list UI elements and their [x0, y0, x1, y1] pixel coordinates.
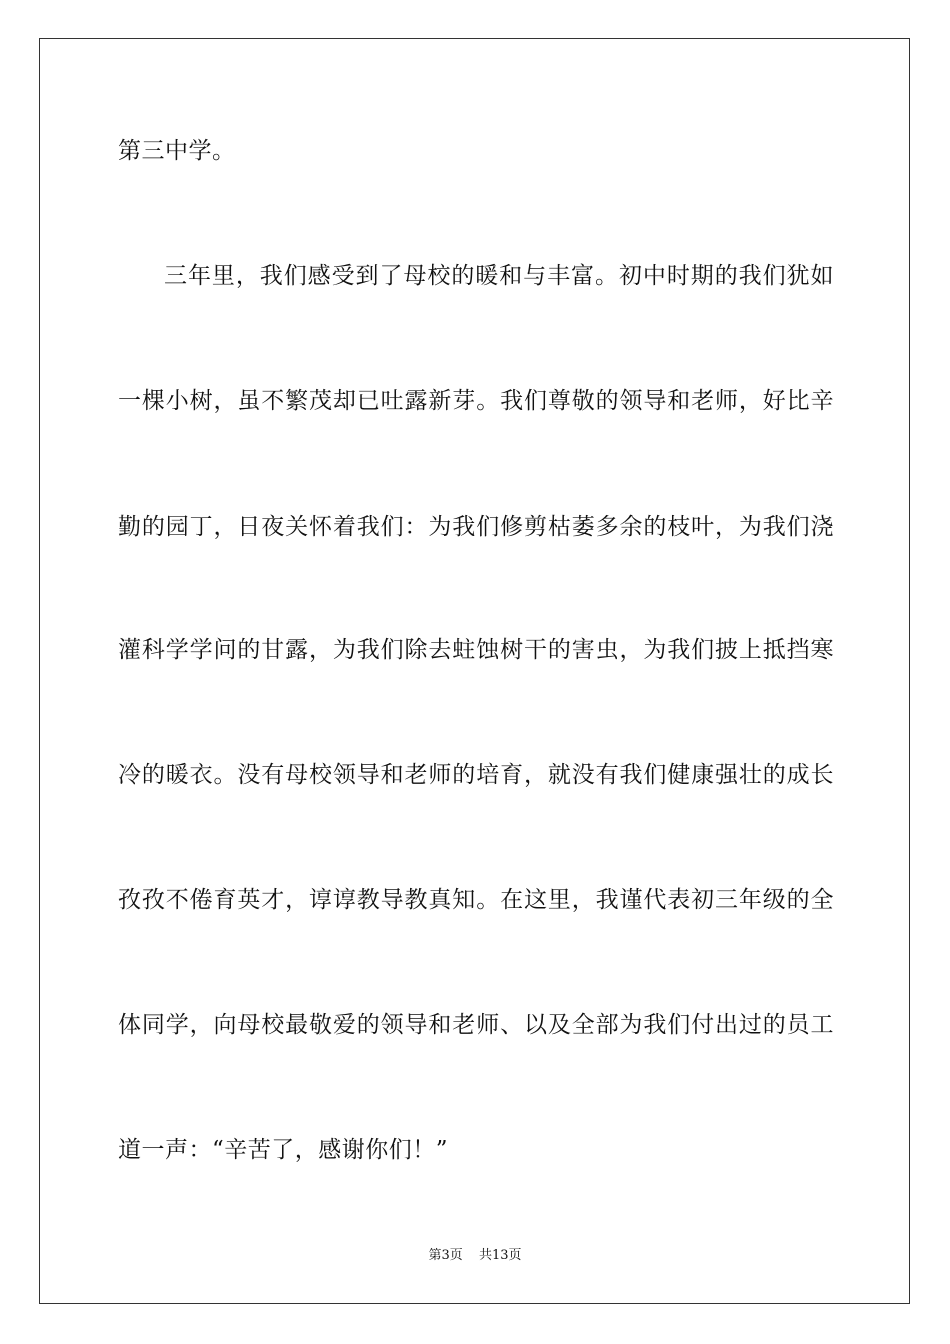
- page-number-current: 第3页: [428, 1248, 463, 1263]
- page-border: [39, 38, 910, 1304]
- paragraph-line-9: 道一声：“辛苦了，感谢你们！”: [118, 1137, 449, 1163]
- paragraph-line-1: 第三中学。: [118, 138, 236, 164]
- paragraph-line-7: 孜孜不倦育英才，谆谆教导教真知。在这里，我谨代表初三年级的全: [118, 887, 834, 913]
- paragraph-line-3: 一棵小树，虽不繁茂却已吐露新芽。我们尊敬的领导和老师，好比辛: [118, 388, 834, 414]
- paragraph-line-5: 灌科学学问的甘露，为我们除去蛀蚀树干的害虫，为我们披上抵挡寒: [118, 637, 834, 663]
- paragraph-line-2: 三年里，我们感受到了母校的暖和与丰富。初中时期的我们犹如: [164, 263, 834, 289]
- page-number-total: 共13页: [478, 1248, 522, 1263]
- page-footer: [0, 1247, 950, 1265]
- paragraph-line-4: 勤的园丁，日夜关怀着我们：为我们修剪枯萎多余的枝叶，为我们浇: [118, 514, 834, 540]
- paragraph-line-8: 体同学，向母校最敬爱的领导和老师、以及全部为我们付出过的员工: [118, 1012, 834, 1038]
- paragraph-line-6: 冷的暖衣。没有母校领导和老师的培育，就没有我们健康强壮的成长: [118, 762, 834, 788]
